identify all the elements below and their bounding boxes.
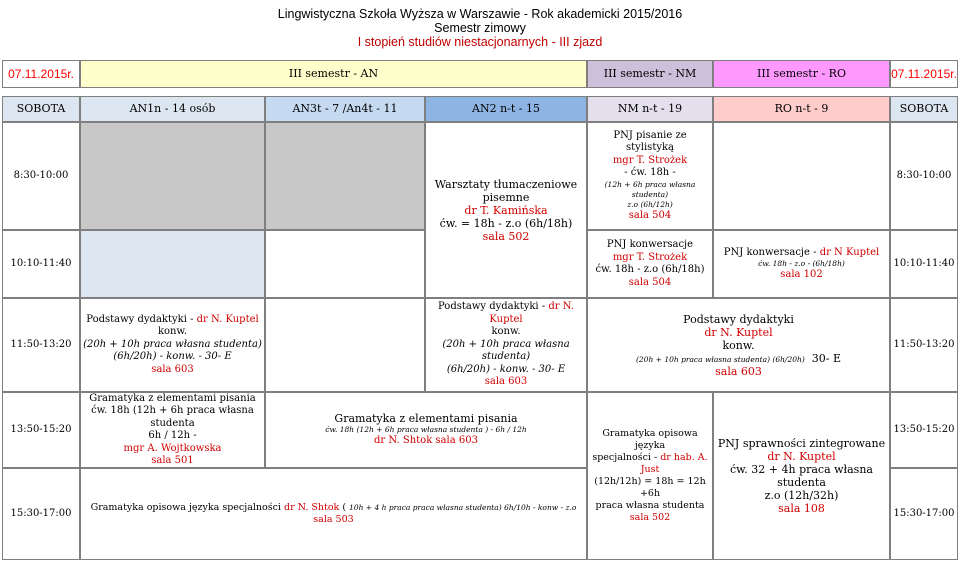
pnj-pisanie-title: PNJ pisanie ze stylistyką (613, 129, 687, 154)
title-line-2: Semestr zimowy (434, 21, 526, 35)
pnj-konwersacje-nm-block (587, 230, 713, 298)
pnj-pisanie-teacher: mgr T. Strożek (612, 154, 688, 166)
time-1: 8:30-10:00 (896, 169, 952, 181)
dyd2-teacher: dr N. Kuptel (489, 301, 575, 325)
group-an1n-label: AN1n - 14 osób (129, 101, 216, 115)
group-an3t (265, 96, 425, 122)
gram-op-title: Gramatyka opisowa języka specjalności (90, 501, 284, 513)
semester-an-label: III semestr - AN (288, 66, 379, 80)
gram-op-spec-title: Gramatyka opisowa języka (602, 428, 698, 451)
gram2-teacher-room: dr N. Shtok sala 603 (374, 435, 478, 446)
semester-an-header (80, 60, 587, 88)
group-ro-label: RO n-t - 9 (774, 101, 829, 115)
time-slot-3-right (890, 298, 958, 392)
date-right (890, 60, 958, 88)
pnj-konwersacje-ro-block (713, 230, 890, 298)
dyd1-hours: (6h/20h) - konw. - 30- E (113, 351, 232, 363)
dyd3-room: sala 603 (715, 364, 762, 378)
pnj-konw-nm-title: PNJ konwersacje (606, 239, 694, 250)
gram2-title: Gramatyka z elementami pisania (334, 411, 518, 425)
date-left-text: 07.11.2015r. (8, 66, 74, 81)
pnj-konw-nm-teacher: mgr T. Strożek (612, 251, 688, 263)
time-slot-4-left (2, 392, 80, 468)
gram-op-spec-room: sala 502 (629, 512, 671, 523)
warsztaty-hours: ćw. = 18h - z.o (6h/18h) (439, 216, 573, 230)
gram-op-hours: 10h + 4 h praca praca własna studenta) 6h/10h - konw - z.o (349, 502, 577, 512)
pnj-konw-ro-hours: ćw. 18h - z.o - (6h/18h) (758, 259, 845, 268)
dydaktyka-an1n-block (80, 298, 265, 392)
time-slot-1-right (890, 122, 958, 230)
title-line-1: Lingwistyczna Szkoła Wyższa w Warszawie - Rok akademicki 2015/2016 (277, 7, 683, 21)
dyd3-title: Podstawy dydaktyki (683, 312, 794, 326)
group-nm-label: NM n-t - 19 (617, 101, 683, 115)
gram1-hours: ćw. 18h (12h + 6h praca własna studenta (91, 405, 254, 429)
pnj-pisanie-room: sala 504 (628, 209, 672, 221)
group-an2-label: AN2 n-t - 15 (472, 101, 540, 115)
gram-op-spec-title-2: specjalności - (592, 452, 661, 463)
pnj-pisanie-block (587, 122, 713, 230)
empty-slot-an1n-1 (80, 122, 265, 230)
gram1-zo: 6h / 12h - (148, 430, 197, 441)
pnj-konw-ro-room: sala 102 (780, 269, 823, 280)
group-nm (587, 96, 713, 122)
gramatyka-an1n-block (80, 392, 265, 468)
time-slot-2-left (2, 230, 80, 298)
semester-nm-header (587, 60, 713, 88)
dyd3-hours-line (636, 352, 841, 365)
empty-slot-ro-1 (713, 122, 890, 230)
group-an3t-label: AN3t - 7 /An4t - 11 (292, 101, 398, 115)
empty-slot-an3t-1 (265, 122, 425, 230)
date-right-text: 07.11.2015r. (891, 66, 957, 81)
dyd3-teacher: dr N. Kuptel (704, 325, 773, 339)
pnj-konw-ro-title-text: PNJ konwersacje - (723, 246, 820, 258)
dyd1-title (86, 314, 258, 327)
gramatyka-opisowa-nm-block (587, 392, 713, 560)
semester-ro-header (713, 60, 890, 88)
time-5: 15:30-17:00 (10, 507, 72, 519)
time-3: 11:50-13:20 (893, 338, 955, 350)
time-slot-3-left (2, 298, 80, 392)
pnj-spraw-room: sala 108 (778, 502, 825, 515)
group-an1n (80, 96, 265, 122)
gram-op-teacher: dr N. Shtok (283, 501, 340, 513)
day-right (890, 96, 958, 122)
gram-op-spec-line2 (588, 452, 712, 476)
dydaktyka-nm-ro-block (587, 298, 890, 392)
pnj-spraw-hours: ćw. 32 + 4h praca własna studenta (730, 463, 873, 489)
semester-ro-label: III semestr - RO (757, 66, 846, 80)
gramatyka-an3t-an2-block (265, 392, 587, 468)
time-1: 8:30-10:00 (13, 169, 69, 181)
gram-op-room: sala 503 (313, 514, 354, 525)
pnj-konw-nm-hours: ćw. 18h - z.o (6h/18h) (595, 264, 705, 275)
dyd3-note: (20h + 10h praca własna studenta) (6h/20h) (635, 354, 805, 364)
pnj-pisanie-zo: z.o (6h/12h) (627, 199, 673, 209)
dyd3-type: konw. (722, 338, 755, 352)
day-right-text: SOBOTA (899, 101, 949, 115)
dyd2-title-text: Podstawy dydaktyki - (437, 301, 549, 313)
gramatyka-opisowa-an-block (80, 468, 587, 560)
warsztaty-title: Warsztaty tłumaczeniowe (434, 177, 578, 191)
dyd2-room: sala 603 (484, 376, 528, 388)
gram1-title: Gramatyka z elementami pisania (89, 392, 256, 404)
time-4: 13:50-15:20 (893, 423, 955, 435)
gram1-teacher: mgr A. Wojtkowska (123, 442, 222, 454)
time-slot-5-left (2, 468, 80, 560)
dyd2-note: (20h + 10h praca własna studenta) (442, 338, 570, 363)
warsztaty-block (425, 122, 587, 298)
pnj-spraw-title: PNJ sprawności zintegrowane (717, 437, 886, 450)
empty-slot-an3t-3 (265, 298, 425, 392)
pnj-konw-ro-teacher: dr N Kuptel (819, 246, 880, 258)
pnj-pisanie-note: (12h + 6h praca własna studenta) (604, 179, 696, 199)
dyd2-title (426, 301, 586, 326)
dyd1-type: konw. (157, 326, 188, 338)
time-4: 13:50-15:20 (10, 423, 72, 435)
gram-op-line1 (91, 502, 577, 515)
time-3: 11:50-13:20 (10, 338, 72, 350)
empty-slot-an3t-2 (265, 230, 425, 298)
document-title (0, 7, 960, 49)
gram-op-spec-teacher: dr hab. A. Just (640, 452, 708, 475)
pnj-spraw-zo: z.o (12h/32h) (764, 489, 839, 502)
date-left (2, 60, 80, 88)
group-an2 (425, 96, 587, 122)
dyd1-room: sala 603 (151, 363, 194, 375)
pnj-spraw-teacher: dr N. Kuptel (767, 450, 836, 463)
group-ro (713, 96, 890, 122)
warsztaty-title-2: pisemne (482, 190, 530, 204)
dydaktyka-an2-block (425, 298, 587, 392)
gram-op-spec-hours: (12h/12h) = 18h = 12h +6h (594, 476, 706, 499)
gram-op-spec-note: praca własna studenta (595, 500, 705, 511)
dyd2-type: konw. (491, 326, 521, 338)
dyd1-teacher: dr N. Kuptel (196, 313, 259, 325)
dyd3-exam: 30- E (811, 351, 842, 365)
title-line-3: I stopień studiów niestacjonarnych - III zjazd (357, 35, 603, 49)
gram2-hours: ćw. 18h (12h + 6h praca własna studenta ) - 6h / 12h (325, 425, 527, 434)
time-2: 10:10-11:40 (10, 257, 72, 269)
empty-slot-an1n-2 (80, 230, 265, 298)
gram-op-paren: ( (339, 501, 350, 513)
dyd2-hours: (6h/20h) - konw. - 30- E (446, 363, 566, 375)
dyd1-title-text: Podstawy dydaktyki - (86, 313, 197, 325)
time-5: 15:30-17:00 (893, 507, 955, 519)
dyd1-note: (20h + 10h praca własna studenta) (83, 338, 262, 350)
pnj-konw-nm-room: sala 504 (628, 276, 672, 288)
warsztaty-teacher: dr T. Kamińska (464, 203, 548, 217)
time-slot-5-right (890, 468, 958, 560)
pnj-pisanie-hours: - ćw. 18h - (624, 167, 676, 179)
time-slot-1-left (2, 122, 80, 230)
pnj-sprawnosci-block (713, 392, 890, 560)
gram1-room: sala 501 (151, 455, 194, 466)
pnj-konw-ro-title (724, 247, 879, 260)
time-slot-2-right (890, 230, 958, 298)
semester-nm-label: III semestr - NM (603, 66, 697, 80)
day-left (2, 96, 80, 122)
time-2: 10:10-11:40 (893, 257, 955, 269)
day-left-text: SOBOTA (16, 101, 66, 115)
warsztaty-room: sala 502 (482, 229, 530, 243)
time-slot-4-right (890, 392, 958, 468)
